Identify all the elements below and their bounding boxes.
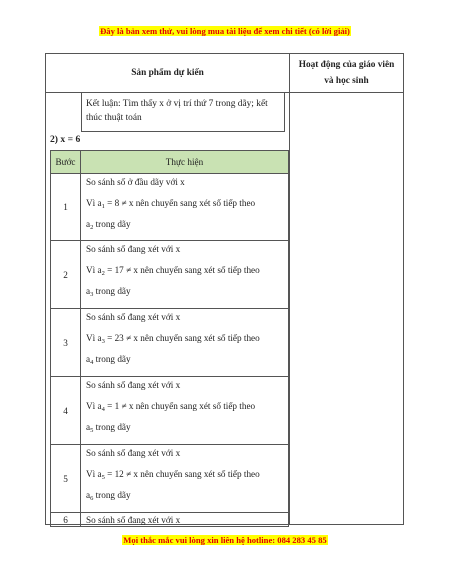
step-number: 4 xyxy=(51,377,81,445)
step-compare-text: So sánh số đang xét với x xyxy=(86,244,181,254)
step-compare-text: So sánh số đang xét với x xyxy=(86,312,181,322)
step-compare-text: So sánh số đang xét với x xyxy=(86,515,181,525)
step-number: 2 xyxy=(51,241,81,309)
header-expected-product: Sản phẩm dự kiến xyxy=(131,68,204,78)
preview-notice-text: Đây là bản xem thử, vui lòng mua tài liệu để xem chi tiết (có lời giải) xyxy=(100,26,350,36)
table-row xyxy=(51,309,289,377)
table-row xyxy=(51,241,289,309)
step-action xyxy=(81,174,289,241)
step-compare-text: So sánh số đang xét với x xyxy=(86,380,181,390)
table-row xyxy=(51,513,289,527)
table-row xyxy=(51,445,289,513)
header-teacher-student-activity xyxy=(290,54,403,92)
hotline-banner xyxy=(0,535,450,545)
lesson-plan-table xyxy=(45,53,404,525)
step-reason-text: Vì $a_3 = 23 \ne x$ nên chuyển sang xét số tiếp theo xyxy=(86,333,260,345)
header-right-line1: Hoạt động của giáo viên xyxy=(298,60,395,70)
previous-table-fragment xyxy=(81,92,285,132)
previous-conclusion-text: Kết luận: Tìm thấy x ở vị trí thứ 7 trong dãy; kết thúc thuật toán xyxy=(86,99,268,123)
step-next-text: $a_5$ trong dãy xyxy=(86,422,131,434)
table-row xyxy=(51,174,289,241)
step-action xyxy=(81,377,289,445)
column-header-step: Bước xyxy=(51,151,81,174)
step-reason-text: Vì $a_4 = 1 \ne x$ nên chuyển sang xét số tiếp theo xyxy=(86,401,256,413)
step-number: 3 xyxy=(51,309,81,377)
step-next-text: $a_6$ trong dãy xyxy=(86,490,131,502)
step-next-text: $a_2$ trong dãy xyxy=(86,219,131,231)
step-next-text: $a_3$ trong dãy xyxy=(86,286,131,298)
step-compare-text: So sánh số ở đầu dãy với x xyxy=(86,177,185,187)
header-right-line2: và học sinh xyxy=(324,76,369,86)
step-compare-text: So sánh số đang xét với x xyxy=(86,448,181,458)
step-reason-text: Vì $a_5 = 12 \ne x$ nên chuyển sang xét số tiếp theo xyxy=(86,469,260,481)
column-divider xyxy=(289,54,290,524)
step-action xyxy=(81,241,289,309)
case-label: 2) x = 6 xyxy=(50,134,81,145)
hotline-text: Mọi thắc mắc vui lòng xin liên hệ hotline: 084 283 45 85 xyxy=(123,535,327,545)
step-next-text: $a_4$ trong dãy xyxy=(86,354,131,366)
steps-header-row xyxy=(51,151,289,174)
step-reason-text: Vì $a_1 = 8 \ne x$ nên chuyển sang xét số tiếp theo xyxy=(86,198,256,210)
step-number: 5 xyxy=(51,445,81,513)
step-number: 6 xyxy=(51,513,81,527)
steps-table xyxy=(50,150,289,527)
step-action xyxy=(81,445,289,513)
table-row xyxy=(51,377,289,445)
step-reason-text: Vì $a_2 = 17 \ne x$ nên chuyển sang xét số tiếp theo xyxy=(86,265,260,277)
column-header-action: Thực hiện xyxy=(81,151,289,174)
step-action xyxy=(81,513,289,527)
step-number: 1 xyxy=(51,174,81,241)
step-action xyxy=(81,309,289,377)
preview-notice-banner xyxy=(0,26,450,36)
